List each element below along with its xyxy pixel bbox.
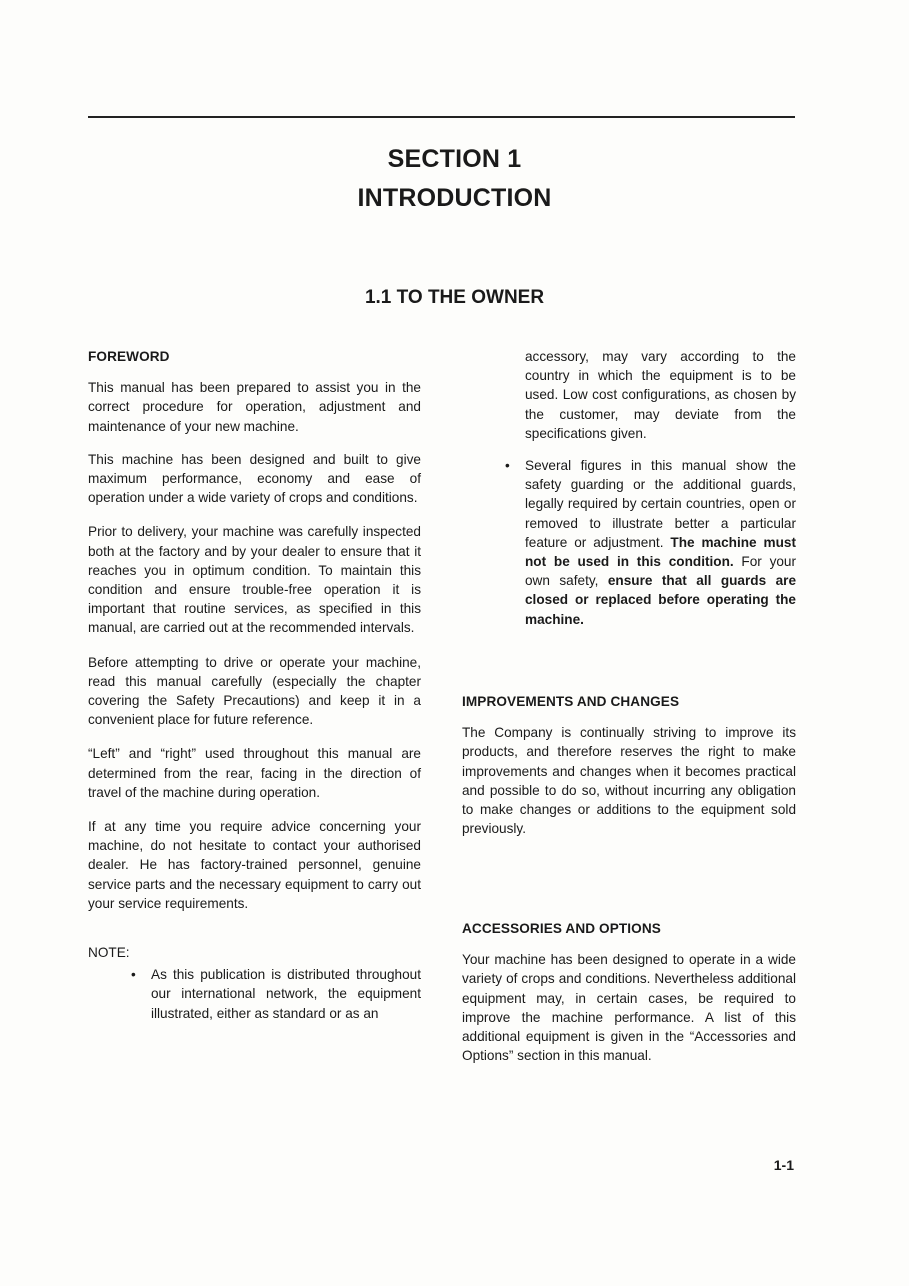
section-name-title: INTRODUCTION xyxy=(357,184,552,212)
foreword-paragraph: This manual has been prepared to assist you in the correct procedure for operation, adjustment and maintenance of your new machine. xyxy=(88,380,421,434)
note-bullet-2-text: For your own safety, xyxy=(525,554,797,589)
left-column xyxy=(88,347,421,1023)
foreword-paragraph: This machine has been designed and built to give maximum performance, economy and ease of operation under a wide variety of crops and conditions. xyxy=(88,451,421,506)
header-rule xyxy=(88,116,795,118)
improvements-text: The Company is continually striving to improve its products, and therefore reserves the right to make improvements and changes when it becomes practical and possible to do so, without incurring any obligation to make changes or additions to the equipment sold previously. xyxy=(462,725,796,837)
right-column-top xyxy=(505,347,796,629)
improvements-section xyxy=(462,692,796,838)
warning-text: ensure that all guards are closed or replaced before operating the machine. xyxy=(525,573,797,627)
bullet-icon: • xyxy=(131,967,136,983)
note-label: NOTE: xyxy=(88,945,130,961)
bullet-icon: • xyxy=(505,458,510,474)
foreword-paragraph: Before attempting to drive or operate your machine, read this manual carefully (especially the chapter covering the Safety Precautions) and keep it in a convenient place for future reference. xyxy=(88,654,421,728)
foreword-paragraph: Prior to delivery, your machine was carefully inspected both at the factory and by your dealer to ensure that it reaches you in optimum condition. To maintain this condition and ensure trouble-free operation it is important that routine services, as specified in this manual, are carried out at the recommended intervals. xyxy=(88,524,421,636)
note-bullet-2-text: Several figures in this manual show the safety guarding or the additional guards, legally required by certain countries, open or removed to illustrate better a particular feature or adjustment. xyxy=(525,458,796,550)
subsection-title: 1.1 TO THE OWNER xyxy=(364,287,545,308)
page-number: 1-1 xyxy=(773,1157,794,1173)
accessories-section xyxy=(462,919,796,1065)
note-bullet-1-continued: accessory, may vary according to the country in which the equipment is to be used. Low cost configurations, as chosen by the customer, may deviate from the specifications given. xyxy=(525,349,796,441)
accessories-text: Your machine has been designed to operate in a wide variety of crops and conditions. Nevertheless additional equipment may, in certain cases, be required to improve the machine performance. A list of this additional equipment is given in the “Accessories and Options” section in this manual. xyxy=(462,952,796,1064)
foreword-heading: FOREWORD xyxy=(88,349,170,364)
note-bullet-2 xyxy=(505,456,796,629)
improvements-heading: IMPROVEMENTS AND CHANGES xyxy=(462,694,680,709)
accessories-heading: ACCESSORIES AND OPTIONS xyxy=(462,921,661,936)
note-bullet-1-start xyxy=(131,965,421,1023)
foreword-paragraph: If at any time you require advice concerning your machine, do not hesitate to contact your authorised dealer. He has factory-trained personnel, genuine service parts and the necessary equipment to carry out your service requirements. xyxy=(88,819,421,911)
foreword-paragraph: “Left” and “right” used throughout this manual are determined from the rear, facing in the direction of travel of the machine during operation. xyxy=(88,746,421,800)
warning-text: The machine must not be used in this condition. xyxy=(525,534,796,570)
note-bullet-1-text: As this publication is distributed throughout our international network, the equipment illustrated, either as standard or as an xyxy=(151,967,421,1021)
section-number-title: SECTION 1 xyxy=(387,145,522,173)
